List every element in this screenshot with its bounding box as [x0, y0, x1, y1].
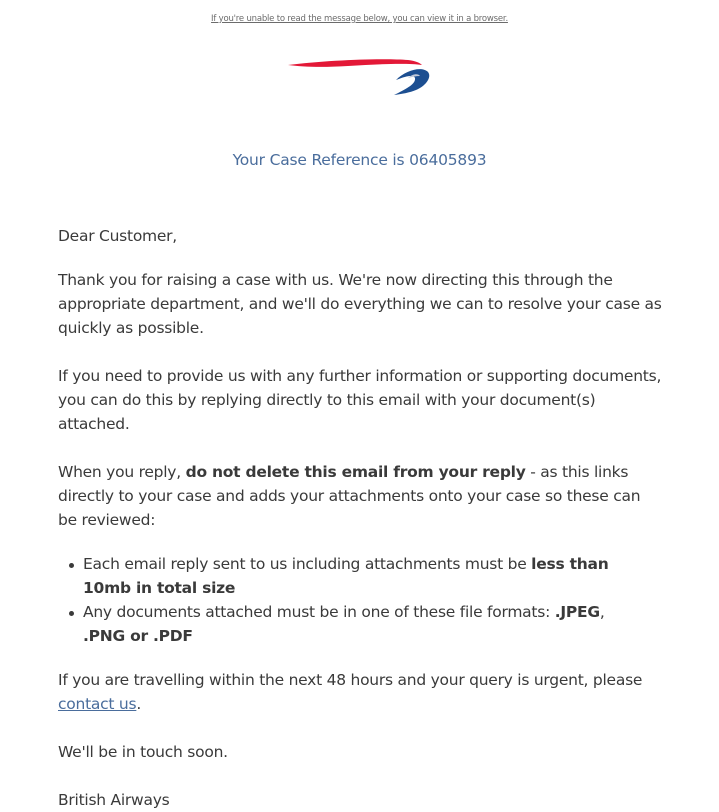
preheader — [0, 14, 719, 24]
format-separator: , — [599, 603, 605, 621]
reply-instructions-paragraph — [58, 460, 663, 532]
attachment-rules-list — [58, 552, 663, 648]
case-reference: Your Case Reference is 06405893 — [232, 151, 487, 169]
size-rule-limit: less than 10mb in total size — [83, 555, 609, 597]
contact-us-link[interactable]: contact us — [58, 695, 137, 713]
format-png-pdf: .PNG or .PDF — [83, 627, 193, 645]
greeting: Dear Customer, — [58, 227, 177, 245]
british-airways-logo-icon — [288, 58, 430, 96]
list-item — [83, 600, 663, 648]
reply-suffix: - as this links directly to your case and adds your attachments onto your case so these can be reviewed: — [58, 463, 641, 529]
thank-you-paragraph: Thank you for raising a case with us. We're now directing this through the appropriate department, and we'll do everything we can to resolve your case as quickly as possible. — [58, 271, 662, 337]
urgent-end: . — [136, 695, 142, 713]
format-jpeg: .JPEG — [554, 603, 600, 621]
closing-line: We'll be in touch soon. — [58, 743, 228, 761]
reply-prefix: When you reply, — [58, 463, 186, 481]
size-rule-text: Each email reply sent to us including attachments must be — [83, 555, 532, 573]
do-not-delete-warning: do not delete this email from your reply — [185, 463, 526, 481]
list-item — [83, 552, 663, 600]
further-info-paragraph: If you need to provide us with any further information or supporting documents, you can do this by replying directly to this email with your document(s) attached. — [58, 367, 662, 433]
signature: British Airways — [58, 791, 170, 809]
email-body — [58, 224, 663, 812]
urgent-text: If you are travelling within the next 48 hours and your query is urgent, please — [58, 671, 643, 689]
view-in-browser-link[interactable]: If you're unable to read the message below, you can view it in a browser. — [211, 14, 508, 24]
urgent-paragraph — [58, 668, 663, 716]
format-rule-text: Any documents attached must be in one of these file formats: — [83, 603, 555, 621]
